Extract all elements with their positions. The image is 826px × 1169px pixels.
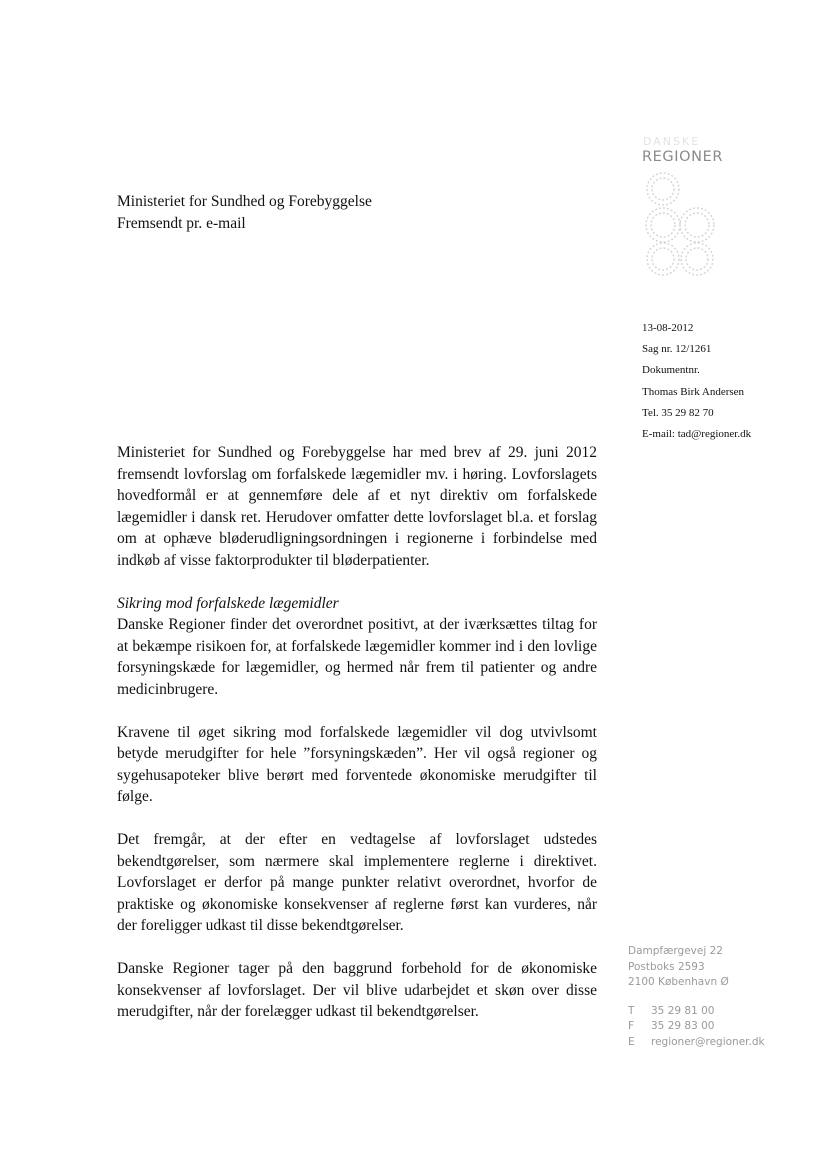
section-heading: Sikring mod forfalskede lægemidler [117, 594, 339, 612]
paragraph-costs: Kravene til øget sikring mod forfalskede lægemidler vil dog utvivlsomt betyde merudgifter for hele ”forsyningskæden”. Her vil også regioner og sygehusapoteker blive berørt med forventede økonomiske merudgifter til følge. [117, 723, 597, 805]
footer-pobox: Postboks 2593 [628, 960, 705, 973]
paragraph-intro: Ministeriet for Sundhed og Forebyggelse har med brev af 29. juni 2012 fremsendt lovforslag om forfalskede lægemidler mv. i høring. Lovforslagets hovedformål er at gennemføre dele af et nyt direktiv om forfalskede lægemidler i dansk ret. Herudover omfatter dette lovforslaget bl.a. et forslag om at ophæve bløderudligningsordningen i regionerne i forbindelse med indkøb af visse faktorprodukter til bløderpatienter. [117, 444, 597, 569]
logo-small-text: DANSKE [643, 135, 701, 148]
footer-phone-row [628, 1004, 765, 1020]
letter-body [117, 442, 597, 1023]
footer-street: Dampfærgevej 22 [628, 945, 723, 957]
paragraph-positive: Danske Regioner finder det overordnet positivt, at der iværksættes tiltag for at bekæmpe risikoen for, at forfalskede lægemidler kommer ind i den lovlige forsyningskæde for lægemidler, og hermed når frem til patienter og andre medicinbrugere. [117, 616, 597, 698]
logo-main-text: REGIONER [642, 149, 724, 165]
footer-address [628, 944, 765, 1050]
meta-phone: Tel. 35 29 82 70 [642, 406, 714, 419]
logo-circles-emblem [641, 169, 721, 279]
footer-email-row [628, 1035, 765, 1051]
email-label: E [628, 1035, 635, 1048]
footer-contacts [628, 1004, 765, 1051]
recipient-block [117, 191, 372, 235]
meta-document-number: Dokumentnr. [642, 364, 700, 377]
paragraph-reservation: Danske Regioner tager på den baggrund forbehold for de økonomiske konsekvenser af lovforslaget. Der vil blive udarbejdet et skøn over disse merudgifter, når der forelægger udkast til bekendtgørelser. [117, 960, 597, 1020]
phone-value: 35 29 81 00 [651, 1004, 715, 1017]
footer-city: 2100 København Ø [628, 976, 729, 988]
meta-contact-name: Thomas Birk Andersen [642, 385, 745, 398]
fax-value: 35 29 83 00 [651, 1020, 715, 1032]
meta-date: 13-08-2012 [642, 322, 694, 334]
email-value: regioner@regioner.dk [651, 1035, 765, 1048]
phone-label: T [628, 1004, 635, 1017]
recipient-line-1: Ministeriet for Sundhed og Forebyggelse [117, 193, 372, 210]
danske-regioner-logo [641, 135, 731, 285]
meta-case-number: Sag nr. 12/1261 [642, 343, 712, 356]
fax-label: F [628, 1020, 635, 1032]
meta-block [642, 318, 751, 445]
recipient-line-2: Fremsendt pr. e-mail [117, 215, 246, 232]
meta-email: E-mail: tad@regioner.dk [642, 428, 752, 441]
paragraph-regulations: Det fremgår, at der efter en vedtagelse af lovforslaget udstedes bekendtgørelser, som nærmere skal implementere reglerne i direktivet. Lovforslaget er derfor på mange punkter relativt overordnet, hvorfor de praktiske og økonomiske konsekvenser af reglerne først kan vurderes, når der foreligger udkast til disse bekendtgørelser. [117, 831, 597, 934]
footer-fax-row [628, 1019, 765, 1035]
